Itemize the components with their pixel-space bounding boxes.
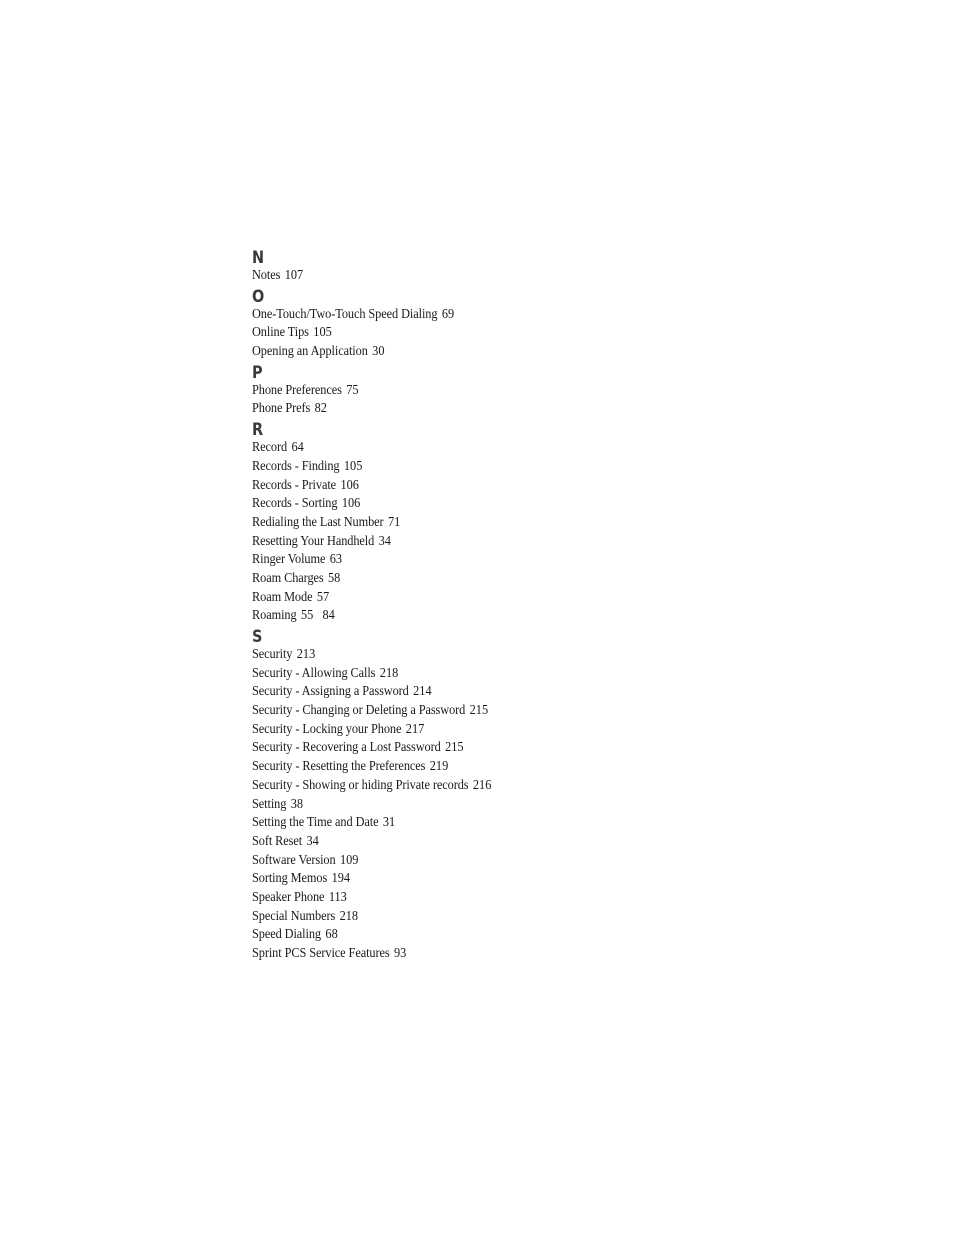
index-entry-page-numbers: 215: [469, 703, 489, 719]
index-entry-label: Phone Prefs: [252, 401, 311, 417]
index-entry-page-numbers: 38: [290, 796, 304, 812]
index-entry: [252, 908, 780, 927]
index-entry: [252, 739, 780, 758]
index-entry: [252, 570, 780, 589]
index-entry: [252, 889, 780, 908]
index-entry: [252, 926, 780, 945]
index-section: [252, 362, 852, 419]
index-entry-label: Software Version: [252, 852, 336, 868]
index-entry: [252, 777, 780, 796]
index-entry-label: Security - Changing or Deleting a Password: [252, 703, 466, 719]
index-entry-page-numbers: 106: [340, 477, 359, 493]
index-entry-label: Security - Recovering a Lost Password: [252, 740, 441, 756]
index-entry-label: Speed Dialing: [252, 927, 322, 943]
index-entry-page-numbers: 113: [328, 889, 347, 905]
index-entry: [252, 343, 780, 362]
index-entry-page-numbers: 218: [339, 908, 359, 924]
index-entry: [252, 306, 780, 325]
index-entry-label: Notes: [252, 268, 281, 283]
index-entry: [252, 533, 780, 552]
index-section: [252, 247, 852, 286]
index-entry-page-numbers: 194: [331, 871, 351, 887]
index-entry: [252, 721, 780, 740]
index-entry: [252, 514, 780, 533]
section-letter-heading: S: [252, 627, 263, 647]
index-entry-page-numbers: 218: [379, 665, 399, 681]
index-entry-page-numbers: 71: [387, 514, 401, 530]
index-entry: [252, 796, 780, 815]
index-entry-page-numbers: 215: [445, 740, 464, 756]
index-entry-label: Roaming: [252, 608, 297, 624]
index-entry-page-numbers: 69: [441, 306, 455, 322]
index-entry-label: Records - Sorting: [252, 496, 338, 512]
index-entry: [252, 683, 780, 702]
index-entry: [252, 551, 780, 570]
index-entry-page-numbers: 55 84: [300, 608, 335, 624]
index-entry: [252, 945, 780, 964]
index-entry-label: Ringer Volume: [252, 552, 326, 568]
index-entry: [252, 477, 780, 496]
index-entry: [252, 758, 780, 777]
index-list: [252, 247, 852, 964]
index-entry-label: Records - Finding: [252, 458, 340, 474]
index-entry-label: Phone Preferences: [252, 382, 342, 398]
index-entry-label: Redialing the Last Number: [252, 514, 384, 530]
index-entry-label: Special Numbers: [252, 908, 336, 924]
index-entry-label: Speaker Phone: [252, 889, 325, 905]
index-entry-label: Roam Charges: [252, 570, 324, 586]
section-letter-heading: N: [252, 248, 265, 268]
index-entry-page-numbers: 106: [341, 496, 361, 512]
index-entry-label: Opening an Application: [252, 344, 368, 360]
index-entry: [252, 324, 780, 343]
index-entry: [252, 267, 780, 286]
index-entry-page-numbers: 216: [472, 777, 492, 793]
index-entry-page-numbers: 63: [329, 552, 343, 568]
index-entry-label: Setting the Time and Date: [252, 815, 379, 831]
index-entry-label: One-Touch/Two-Touch Speed Dialing: [252, 306, 438, 322]
index-entry: [252, 495, 780, 514]
index-entry-page-numbers: 30: [372, 344, 385, 360]
index-entry-label: Roam Mode: [252, 589, 313, 605]
index-entry-page-numbers: 105: [313, 325, 332, 341]
index-entry-label: Records - Private: [252, 477, 337, 493]
index-entry: [252, 852, 780, 871]
index-entry-page-numbers: 75: [346, 382, 359, 398]
index-entry-label: Security - Allowing Calls: [252, 665, 376, 681]
index-entry-page-numbers: 105: [343, 458, 363, 474]
index-entry-page-numbers: 58: [328, 570, 341, 586]
index-entry-page-numbers: 109: [339, 852, 359, 868]
index-entry-label: Security - Locking your Phone: [252, 721, 402, 737]
index-entry: [252, 607, 780, 626]
index-entry-label: Record: [252, 440, 288, 456]
index-section: [252, 419, 852, 626]
index-entry: [252, 833, 780, 852]
index-entry-page-numbers: 219: [429, 759, 449, 775]
index-entry-label: Setting: [252, 796, 287, 812]
index-section: [252, 626, 852, 964]
index-entry: [252, 665, 780, 684]
index-entry: [252, 870, 780, 889]
index-entry-page-numbers: 57: [316, 589, 330, 605]
index-entry-page-numbers: 217: [405, 721, 425, 737]
index-entry-label: Resetting Your Handheld: [252, 533, 375, 549]
index-entry-page-numbers: 82: [314, 401, 327, 417]
index-entry-label: Security: [252, 647, 293, 662]
index-entry-page-numbers: 213: [296, 647, 316, 662]
index-section: [252, 286, 852, 362]
index-entry-label: Sprint PCS Service Features: [252, 946, 390, 961]
index-entry-page-numbers: 34: [378, 533, 391, 549]
index-entry: [252, 439, 780, 458]
index-entry-page-numbers: 31: [382, 815, 396, 831]
index-entry: [252, 458, 780, 477]
index-entry: [252, 382, 780, 401]
index-entry-label: Sorting Memos: [252, 871, 328, 887]
index-entry-page-numbers: 93: [393, 946, 407, 961]
index-entry: [252, 814, 780, 833]
section-letter-heading: O: [252, 286, 265, 307]
index-entry-label: Security - Assigning a Password: [252, 684, 409, 700]
index-entry-page-numbers: 64: [291, 440, 304, 456]
index-entry: [252, 589, 780, 608]
index-entry-label: Soft Reset: [252, 833, 303, 849]
index-entry-label: Security - Showing or hiding Private records: [252, 777, 469, 793]
index-entry: [252, 702, 780, 721]
section-letter-heading: R: [252, 420, 264, 441]
index-entry-page-numbers: 34: [306, 833, 319, 849]
index-entry-label: Online Tips: [252, 325, 309, 341]
index-entry-label: Security - Resetting the Preferences: [252, 759, 426, 775]
section-letter-heading: P: [252, 362, 263, 383]
index-entry-page-numbers: 214: [413, 684, 432, 700]
index-entry-page-numbers: 107: [284, 268, 304, 283]
index-entry: [252, 646, 780, 665]
index-entry-page-numbers: 68: [325, 927, 338, 943]
index-entry: [252, 400, 780, 419]
